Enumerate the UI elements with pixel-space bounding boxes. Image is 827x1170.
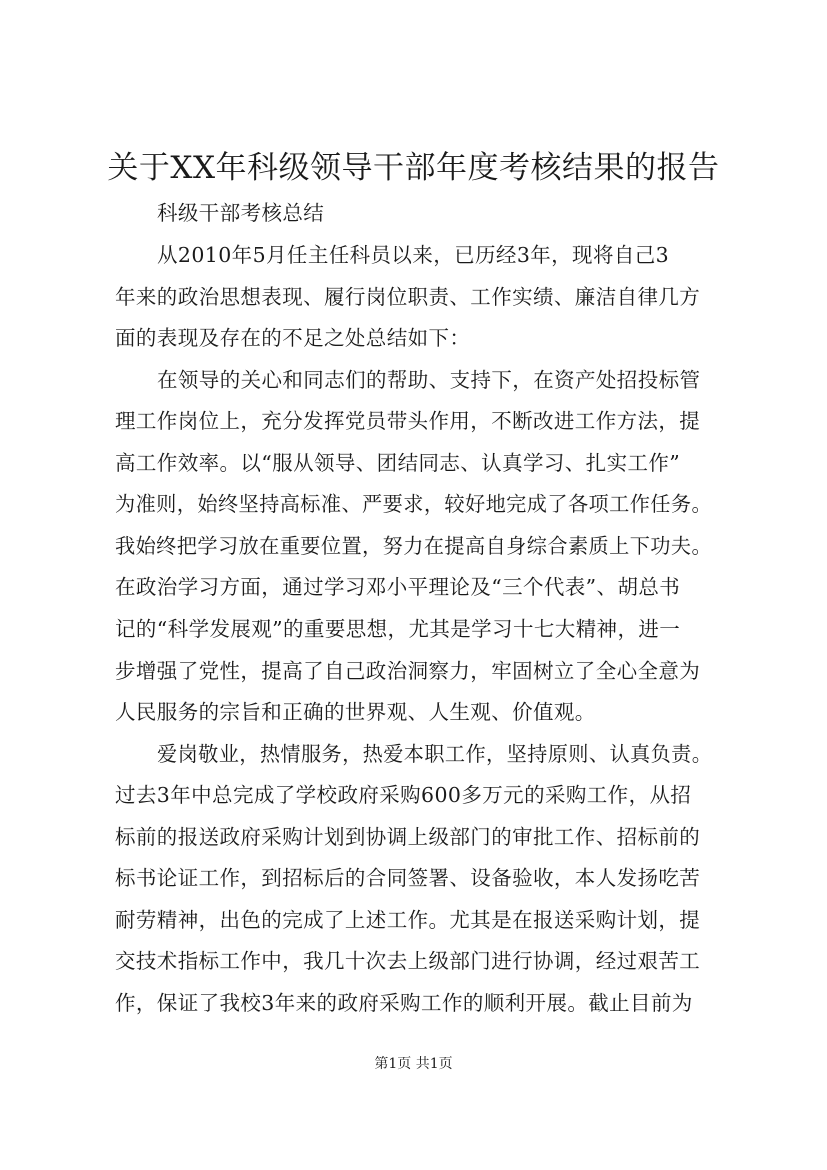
body-line: 作，保证了我校3年来的政府采购工作的顺利开展。截止目前为 — [115, 991, 693, 1015]
body-line: 在政治学习方面，通过学习邓小平理论及“三个代表”、胡总书 — [115, 575, 681, 599]
body-line: 人民服务的宗旨和正确的世界观、人生观、价值观。 — [115, 700, 596, 724]
body-line: 面的表现及存在的不足之处总结如下： — [115, 326, 471, 350]
body-line: 耐劳精神，出色的完成了上述工作。尤其是在报送采购计划，提 — [115, 908, 701, 932]
body-line: 高工作效率。以“服从领导、团结同志、认真学习、扎实工作” — [115, 451, 681, 475]
body-line: 步增强了党性，提高了自己政治洞察力，牢固树立了全心全意为 — [115, 659, 701, 683]
body-line: 为准则，始终坚持高标准、严要求，较好地完成了各项工作任务。 — [115, 492, 713, 516]
body-line: 我始终把学习放在重要位置，努力在提高自身综合素质上下功夫。 — [115, 534, 713, 558]
body-line: 理工作岗位上，充分发挥党员带头作用，不断改进工作方法，提 — [115, 409, 701, 433]
body-line: 交技术指标工作中，我几十次去上级部门进行协调，经过艰苦工 — [115, 949, 701, 973]
body-line: 标书论证工作，到招标后的合同签署、设备验收，本人发扬吃苦 — [115, 866, 701, 890]
body-line: 爱岗敬业，热情服务，热爱本职工作，坚持原则、认真负责。 — [157, 742, 713, 766]
body-line: 年来的政治思想表现、履行岗位职责、工作实绩、廉洁自律几方 — [115, 285, 701, 309]
body-line: 记的“科学发展观”的重要思想，尤其是学习十七大精神，进一 — [115, 617, 681, 641]
body-line: 过去3年中总完成了学校政府采购600多万元的采购工作，从招 — [115, 783, 692, 807]
document-title: 关于XX年科级领导干部年度考核结果的报告 — [107, 150, 720, 186]
body-line: 从2010年5月任主任科员以来，已历经3年，现将自己3 — [157, 243, 670, 267]
body-line: 在领导的关心和同志们的帮助、支持下，在资产处招投标管 — [157, 368, 701, 392]
page-number-footer: 第1页 共1页 — [374, 1056, 453, 1072]
body-line: 标前的报送政府采购计划到协调上级部门的审批工作、招标前的 — [115, 825, 701, 849]
body-line: 科级干部考核总结 — [157, 201, 325, 225]
